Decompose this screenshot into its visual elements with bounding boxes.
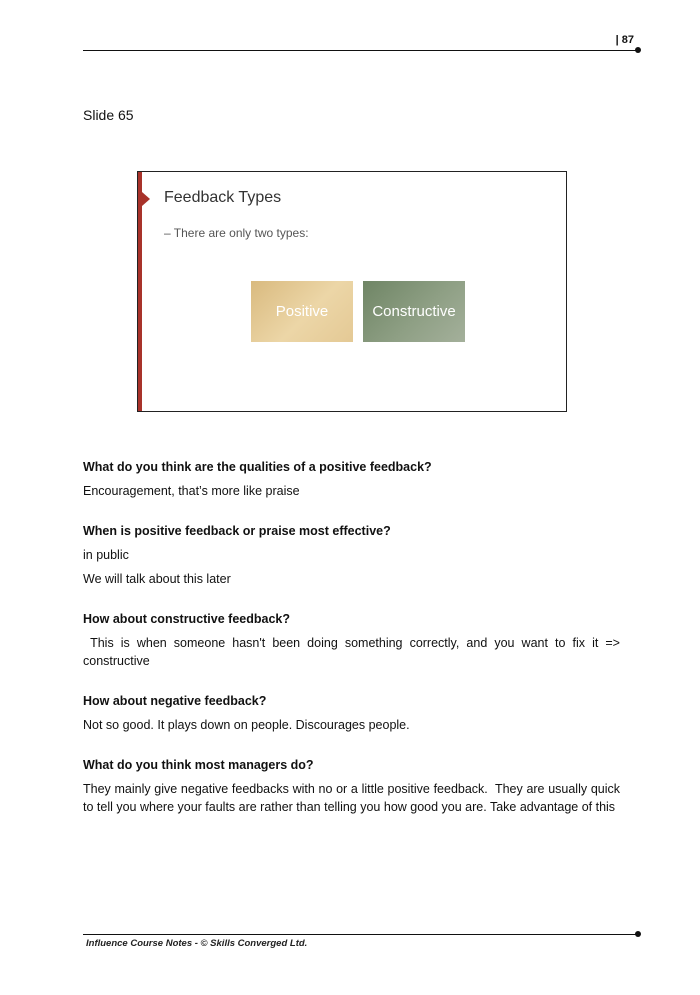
answer: in public xyxy=(83,548,129,562)
slide-title: Feedback Types xyxy=(164,189,282,206)
question: What do you think most managers do? xyxy=(83,758,314,772)
footer-text: Influence Course Notes - © Skills Converged Ltd. xyxy=(86,938,308,949)
footer-rule-dot xyxy=(635,931,641,937)
question: What do you think are the qualities of a positive feedback? xyxy=(83,460,432,474)
answer: This is when someone hasn't been doing something correctly, and you want to fix it => constructive xyxy=(83,636,624,668)
answer: We will talk about this later xyxy=(83,572,231,586)
slide-arrow-icon xyxy=(142,192,150,206)
question: When is positive feedback or praise most effective? xyxy=(83,524,391,538)
notes-content xyxy=(83,458,624,822)
answer: Encouragement, that’s more like praise xyxy=(83,484,300,498)
slide-label: Slide 65 xyxy=(83,107,134,123)
answer: Not so good. It plays down on people. Discourages people. xyxy=(83,718,410,732)
question: How about constructive feedback? xyxy=(83,612,290,626)
slide-box-positive: Positive xyxy=(251,281,353,342)
header-rule xyxy=(83,50,638,51)
question: How about negative feedback? xyxy=(83,694,267,708)
answer: They mainly give negative feedbacks with no or a little positive feedback. They are usually quick to tell you where your faults are rather than telling you how good you are. Take advantage of this xyxy=(83,782,624,814)
slide-box-constructive: Constructive xyxy=(363,281,465,342)
slide-accent-bar xyxy=(138,172,142,411)
footer-rule xyxy=(83,934,638,935)
slide-subtitle: – There are only two types: xyxy=(164,226,309,240)
header-rule-dot xyxy=(635,47,641,53)
slide-thumbnail xyxy=(137,171,567,412)
page-number: | 87 xyxy=(615,34,634,46)
